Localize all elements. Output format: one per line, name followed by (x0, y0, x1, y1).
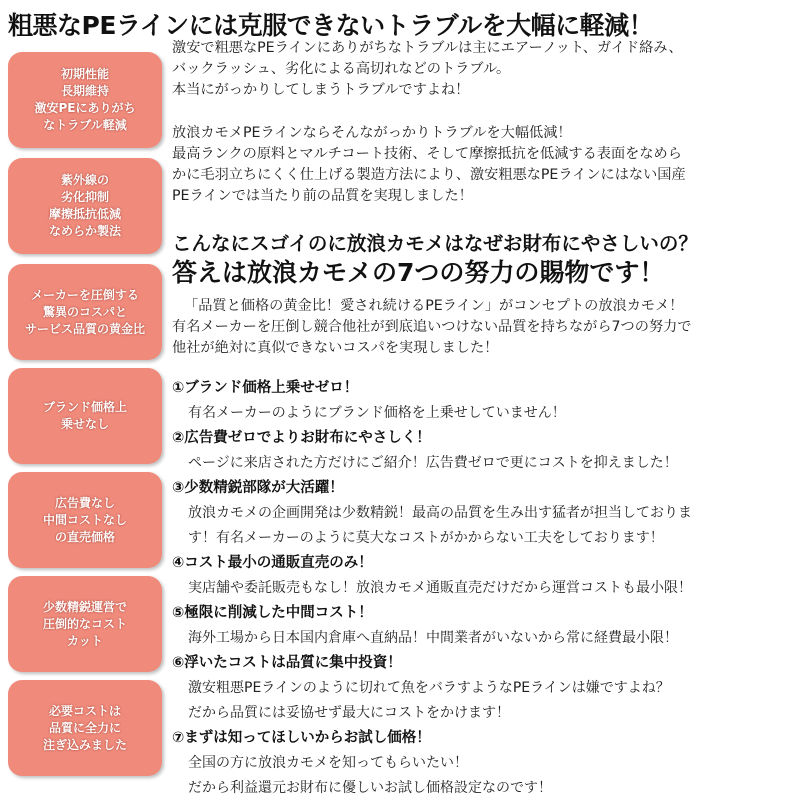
badge-label: 必要コストは 品質に全力に 注ぎ込みました (42, 703, 127, 752)
feature-badge-cost-performance (8, 264, 162, 360)
effort-7-body: 全国の方に放浪カモメを知ってもらいたい！ (188, 755, 468, 771)
effort-2-body: ページに来店された方だけにご紹介！広告費ゼロで更にコストを抑えました！ (188, 455, 678, 471)
answer-heading: 答えは放浪カモメの7つの努力の賜物です！ (172, 258, 665, 287)
effort-2-heading: ②広告費ゼロでよりお財布にやさしく！ (172, 430, 431, 446)
text-line: 本当にがっかりしてしまうトラブルですよね！ (172, 82, 470, 98)
text-line: 「品質と価格の黄金比！愛され続けるPEライン」がコンセプトの放浪カモメ！ (184, 298, 684, 314)
feature-badge-quality-investment (8, 680, 162, 776)
effort-6-heading: ⑥浮いたコストは品質に集中投資！ (172, 655, 402, 671)
effort-3-heading: ③少数精鋭部隊が大活躍！ (172, 480, 344, 496)
text-line: 最高ランクの原料とマルチコート技術、そして摩擦抵抗を低減する表面をなめら (172, 146, 682, 162)
concept-paragraph (172, 296, 792, 359)
effort-5-heading: ⑤極限に削減した中間コスト！ (172, 605, 373, 621)
effort-7-heading: ⑦まずは知ってほしいからお試し価格！ (172, 730, 431, 746)
text-line: 放浪カモメPEラインならそんながっかりトラブルを大幅低減！ (172, 125, 572, 141)
text-line: かに毛羽立ちにくく仕上げる製造方法により、激安粗悪なPEラインにはない国産 (172, 167, 686, 183)
effort-1-heading: ①ブランド価格上乗せゼロ！ (172, 380, 359, 396)
effort-5-body: 海外工場から日本国内倉庫へ直納品！中間業者がいないから常に経費最小限！ (188, 630, 678, 646)
effort-4-heading: ④コスト最小の通販直売のみ！ (172, 555, 373, 571)
intro-paragraph-1 (172, 38, 792, 101)
effort-4-body: 実店舗や委託販売もなし！放浪カモメ通販直売だけだから運営コストも最小限！ (188, 580, 692, 596)
badge-label: ブランド価格上 乗せなし (42, 400, 127, 431)
badge-label: 紫外線の 劣化抑制 摩擦抵抗低減 なめらか製法 (48, 173, 121, 238)
text-line: バックラッシュ、劣化による高切れなどのトラブル。 (172, 61, 511, 77)
text-line: 激安で粗悪なPEラインにありがちなトラブルは主にエアーノット、ガイド絡み、 (172, 40, 683, 56)
effort-7-body: だから利益還元お財布に優しいお試し価格設定なのです！ (188, 780, 552, 796)
question-heading: こんなにスゴイのに放浪カモメはなぜお財布にやさしいの？ (172, 232, 698, 255)
text-line: 他社が絶対に真似できないコスパを実現しました！ (172, 340, 499, 356)
page-title: 粗悪なPEラインには克服できないトラブルを大幅に軽減！ (8, 11, 654, 40)
efforts-list (172, 376, 797, 801)
text-line: PEラインでは当たり前の品質を実現しました！ (172, 188, 473, 204)
badge-label: メーカーを圧倒する 驚異のコスパと サービス品質の黄金比 (24, 287, 145, 336)
effort-3-body: 放浪カモメの企画開発は少数精鋭！最高の品質を生み出す猛者が担当しておりま (188, 505, 692, 521)
feature-badge-cost-cut (8, 576, 162, 672)
badge-label: 少数精鋭運営で 圧倒的なコスト カット (42, 599, 127, 648)
badge-label: 広告費なし 中間コストなし の直売価格 (42, 495, 127, 544)
feature-badge-initial-performance (8, 52, 162, 148)
badge-label: 初期性能 長期維持 激安PEにありがち なトラブル軽減 (34, 67, 136, 132)
text-line: 有名メーカーを圧倒し競合他社が到底追いつけない品質を持ちながら7つの努力で (172, 319, 692, 335)
feature-badge-uv-protection (8, 158, 162, 254)
effort-6-body: 激安粗悪PEラインのように切れて魚をバラすようなPEラインは嫌ですよね？ (188, 680, 670, 696)
effort-1-body: 有名メーカーのようにブランド価格を上乗せしていません！ (188, 405, 566, 421)
effort-3-body: す！有名メーカーのように莫大なコストがかからない工夫をしております！ (188, 530, 664, 546)
effort-6-body: だから品質には妥協せず最大にコストをかけます！ (188, 705, 510, 721)
feature-badge-no-brand-markup (8, 368, 162, 464)
intro-paragraph-2 (172, 123, 792, 207)
feature-badge-direct-price (8, 472, 162, 568)
